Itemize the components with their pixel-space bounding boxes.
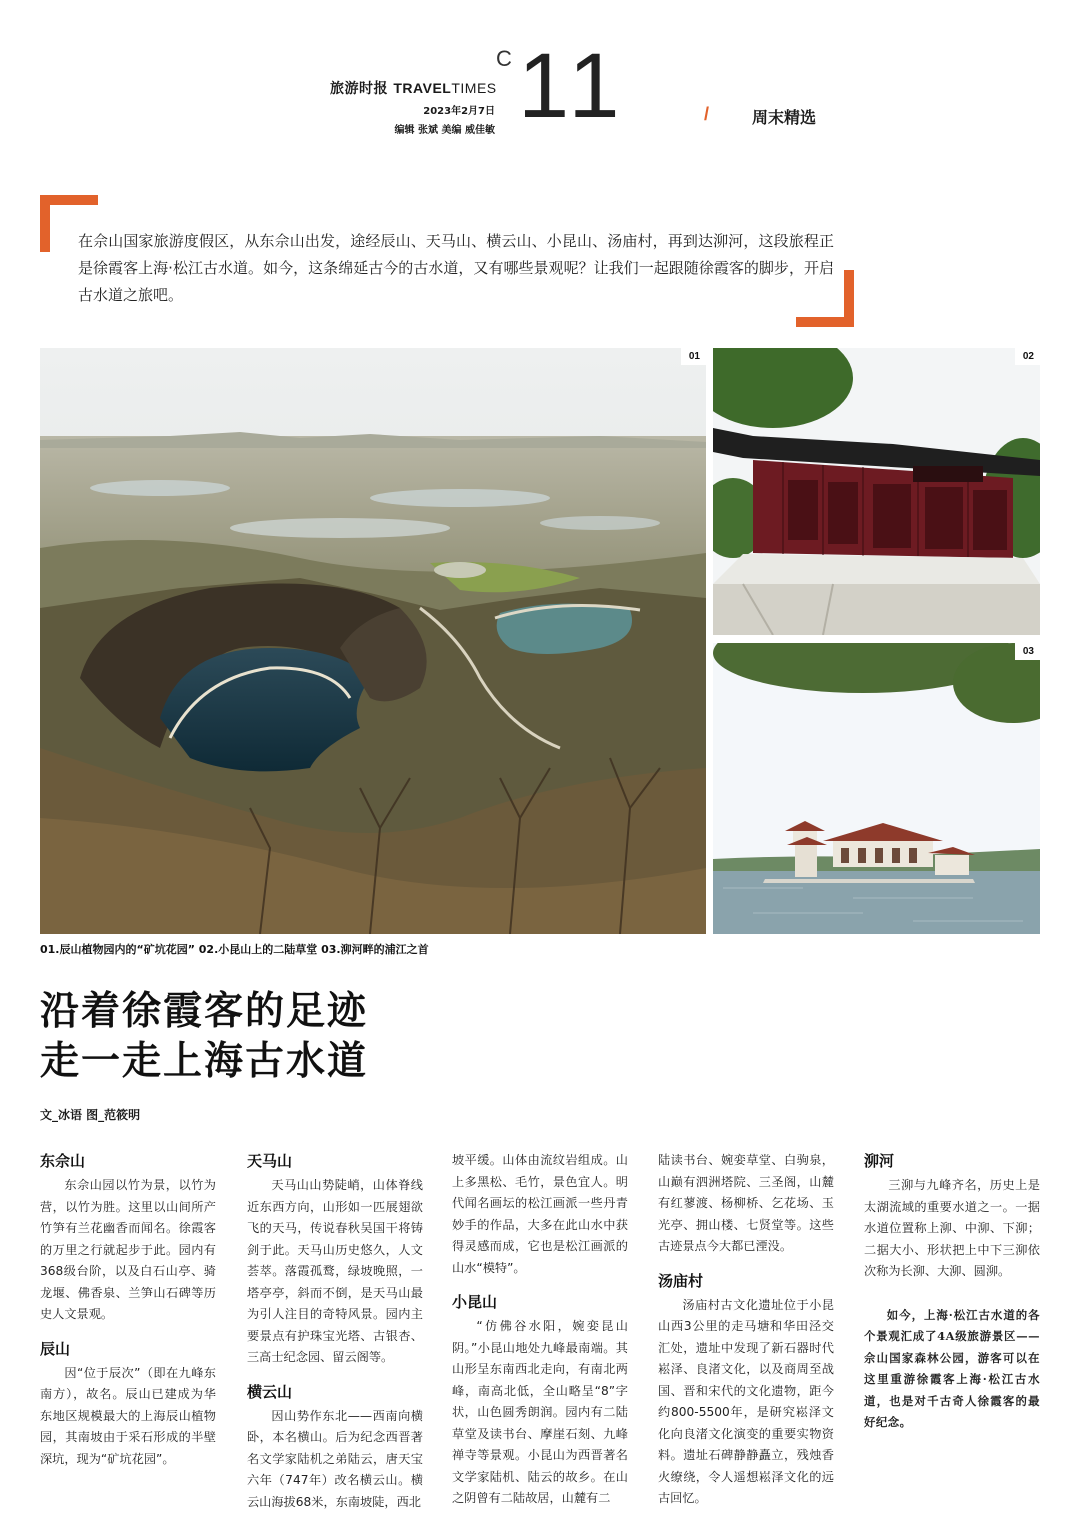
subhead-dongsheshan: 东佘山 [40, 1152, 86, 1170]
page-number: 11 [518, 35, 626, 137]
headline-line-1: 沿着徐霞客的足迹 [40, 988, 369, 1034]
photo-caption: 01.辰山植物园内的“矿坑花园” 02.小昆山上的二陆草堂 03.泖河畔的浦江之首 [40, 943, 429, 956]
column-1 [40, 1150, 216, 1470]
column-4 [658, 1150, 834, 1510]
photo-number-01: 01 [681, 348, 706, 365]
subhead-tianmashan: 天马山 [247, 1152, 293, 1170]
issue-date: 2023年2月7日 [423, 106, 495, 117]
column-2 [247, 1150, 423, 1513]
photo-number-02: 02 [1015, 348, 1040, 365]
paragraph-hengyunshan: 因山势作东北——西南向横卧，本名横山。后为纪念西晋著名文学家陆机之弟陆云，唐天宝六年（747年）改名横云山。横云山海拔68米，东南坡陡，西北 [247, 1408, 423, 1509]
bracket-top-left-vertical [40, 195, 50, 252]
masthead-info [330, 78, 495, 136]
paragraph-xiaokunshan-continued: 陆读书台、婉娈草堂、白驹泉，山巅有泗洲塔院、三圣阁，山麓有红蓼渡、杨柳桥、乞花场、玉光亭、拥山楼、七贤堂等。这些古迹景点今大都已湮没。 [658, 1153, 834, 1253]
photo-quarry-garden [40, 348, 706, 934]
bracket-bottom-right-vertical [844, 270, 854, 327]
column-3 [452, 1150, 628, 1510]
article-headline [40, 986, 368, 1086]
paragraph-tangmiaocun: 汤庙村古文化遗址位于小昆山西3公里的走马塘和华田泾交汇处，遗址中发现了新石器时代崧泽、良渚文化，以及商周至战国、晋和宋代的文化遗物，距今约800-5500年，是研究崧泽文化向良渚文化演变的重要实物资料。遗址石碑静静矗立，残烛香火缭绕，令人遥想崧泽文化的远古回忆。 [658, 1297, 834, 1505]
photo-number-03: 03 [1015, 643, 1040, 660]
brand-cn: 旅游时报 [330, 81, 388, 97]
newspaper-brand [330, 78, 495, 98]
subhead-hengyunshan: 横云山 [247, 1382, 293, 1401]
paragraph-tianmashan: 天马山山势陡峭，山体脊线近东西方向，山形如一匹展翅欲飞的天马，传说春秋吴国干将铸剑于此。天马山历史悠久，人文荟萃。落霞孤鹜，绿坡晚照，一塔亭亭，斜而不倒，是天马山最为引人注目的奇特风景。园内主要景点有护珠宝光塔、古银杏、三高士纪念园、留云阁等。 [247, 1178, 423, 1364]
paragraph-xiaokunshan: “仿佛谷水阳，婉娈昆山阴。”小昆山地处九峰最南端。其山形呈东南西北走向，有南北两峰，南高北低，全山略呈“8”字状，山色圆秀朗润。园内有二陆草堂及读书台、摩崖石刻、九峰禅寺等景观。小昆山为西晋著名文学家陆机、陆云的故乡。在山之阴曾有二陆故居，山麓有二 [452, 1319, 628, 1505]
section-name: 周末精选 [752, 108, 817, 127]
paragraph-dongsheshan: 东佘山园以竹为景，以竹为营，以竹为胜。这里以山间所产竹笋有兰花幽香而闻名。徐霞客的万里之行就起步于此。园内有368级台阶，以及白石山亭、骑龙堰、佛香泉、兰笋山石碑等历史人文景观。 [40, 1178, 216, 1321]
photo-pujiang-head [713, 643, 1040, 934]
intro-paragraph: 在佘山国家旅游度假区，从东佘山出发，途经辰山、天马山、横云山、小昆山、汤庙村，再到达泖河，这段旅程正是徐霞客上海·松江古水道。如今，这条绵延古今的古水道，又有哪些景观呢？让我们一起跟随徐霞客的脚步，开启古水道之旅吧。 [78, 232, 834, 304]
byline: 文_冰语 图_范筱明 [40, 1108, 141, 1122]
subhead-tangmiaocun: 汤庙村 [658, 1271, 704, 1290]
editor-credits: 编辑 张斌 美编 威佳敏 [394, 125, 495, 136]
brand-en-light: TIMES [451, 80, 497, 96]
section-slash: / [704, 104, 710, 124]
subhead-xiaokunshan: 小昆山 [452, 1293, 498, 1311]
photo-erlu-hall [713, 348, 1040, 635]
erlu-hall-illustration [713, 348, 1040, 635]
paragraph-hengyunshan-continued: 坡平缓。山体由流纹岩组成。山上多黑松、毛竹，景色宜人。明代闻名画坛的松江画派一些丹青妙手的作品，大多在此山水中获得灵感而成，它也是松江画派的山水“模特”。 [452, 1153, 628, 1275]
paragraph-chenshan: 因“位于辰次”（即在九峰东南方），故名。辰山已建成为华东地区规模最大的上海辰山植物园，其南坡由于采石形成的半壁深坑，现为“矿坑花园”。 [40, 1365, 216, 1466]
column-5 [864, 1150, 1040, 1434]
pujiang-head-illustration [713, 643, 1040, 934]
subhead-maohe: 泖河 [864, 1152, 895, 1170]
subhead-chenshan: 辰山 [40, 1339, 71, 1358]
closing-paragraph: 如今，上海·松江古水道的各个景观汇成了4A级旅游景区——佘山国家森林公园，游客可以在这里重游徐霞客上海·松江古水道，也是对千古奇人徐霞客的最好纪念。 [864, 1307, 1040, 1429]
paragraph-maohe: 三泖与九峰齐名，历史上是太湖流域的重要水道之一。一据水道位置称上泖、中泖、下泖；二据大小、形状把上中下三泖依次称为长泖、大泖、圆泖。 [864, 1178, 1040, 1278]
headline-line-2: 走一走上海古水道 [40, 1038, 369, 1084]
brand-en-bold: TRAVEL [393, 80, 452, 96]
page-letter: C [496, 46, 512, 71]
quarry-garden-illustration [40, 348, 706, 934]
